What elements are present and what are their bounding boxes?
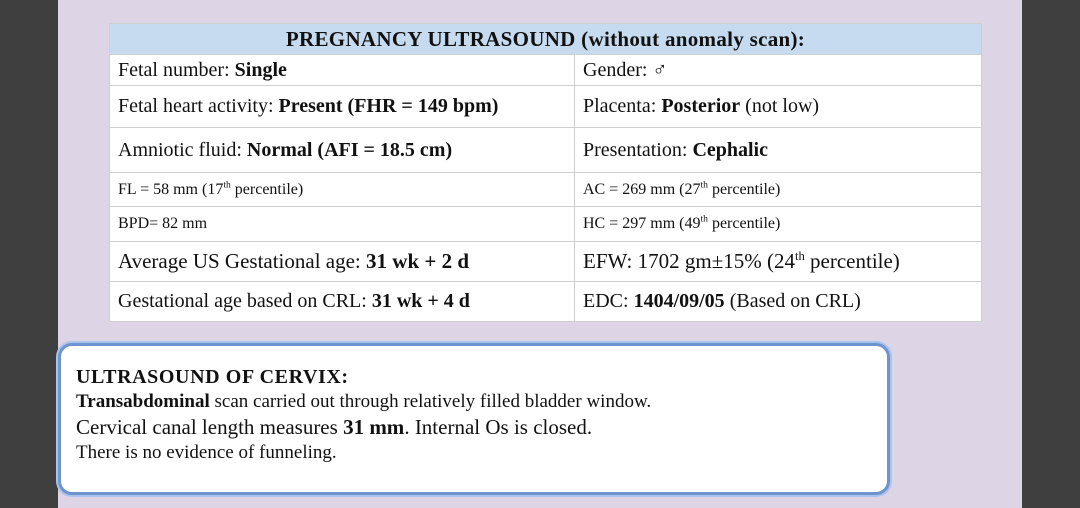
efw-cell: EFW: 1702 gm±15% (24th percentile) <box>575 242 982 282</box>
left-dark-margin <box>0 0 58 508</box>
table-row <box>110 86 982 128</box>
cervix-line-1: Transabdominal scan carried out through relatively filled bladder window. <box>76 391 652 412</box>
ac-cell: AC = 269 mm (27th percentile) <box>575 173 982 207</box>
hc-cell: HC = 297 mm (49th percentile) <box>575 207 982 242</box>
right-dark-margin <box>1022 0 1080 508</box>
table-row <box>110 128 982 173</box>
cervix-line-2: Cervical canal length measures 31 mm. Internal Os is closed. <box>76 415 593 439</box>
fetal-heart-cell: Fetal heart activity: Present (FHR = 149 bpm) <box>110 86 575 128</box>
placenta-cell: Placenta: Posterior (not low) <box>575 86 982 128</box>
male-symbol-icon: ♂ <box>652 58 668 81</box>
table-row <box>110 55 982 86</box>
gender-cell: Gender: ♂ <box>575 55 982 86</box>
ultrasound-table <box>109 23 982 322</box>
bpd-cell: BPD= 82 mm <box>110 207 575 242</box>
average-ga-cell: Average US Gestational age: 31 wk + 2 d <box>110 242 575 282</box>
fl-cell: FL = 58 mm (17th percentile) <box>110 173 575 207</box>
table-title: PREGNANCY ULTRASOUND (without anomaly scan): <box>110 24 982 55</box>
crl-ga-cell: Gestational age based on CRL: 31 wk + 4 d <box>110 282 575 322</box>
presentation-cell: Presentation: Cephalic <box>575 128 982 173</box>
fetal-number-cell: Fetal number: Single <box>110 55 575 86</box>
edc-cell: EDC: 1404/09/05 (Based on CRL) <box>575 282 982 322</box>
table-row <box>110 207 982 242</box>
amniotic-fluid-cell: Amniotic fluid: Normal (AFI = 18.5 cm) <box>110 128 575 173</box>
document-page <box>58 0 1022 508</box>
table-row <box>110 173 982 207</box>
cervix-title: ULTRASOUND OF CERVIX: <box>76 366 349 388</box>
table-row <box>110 282 982 322</box>
table-row <box>110 242 982 282</box>
cervix-section <box>58 343 890 495</box>
cervix-line-3: There is no evidence of funneling. <box>76 442 337 463</box>
